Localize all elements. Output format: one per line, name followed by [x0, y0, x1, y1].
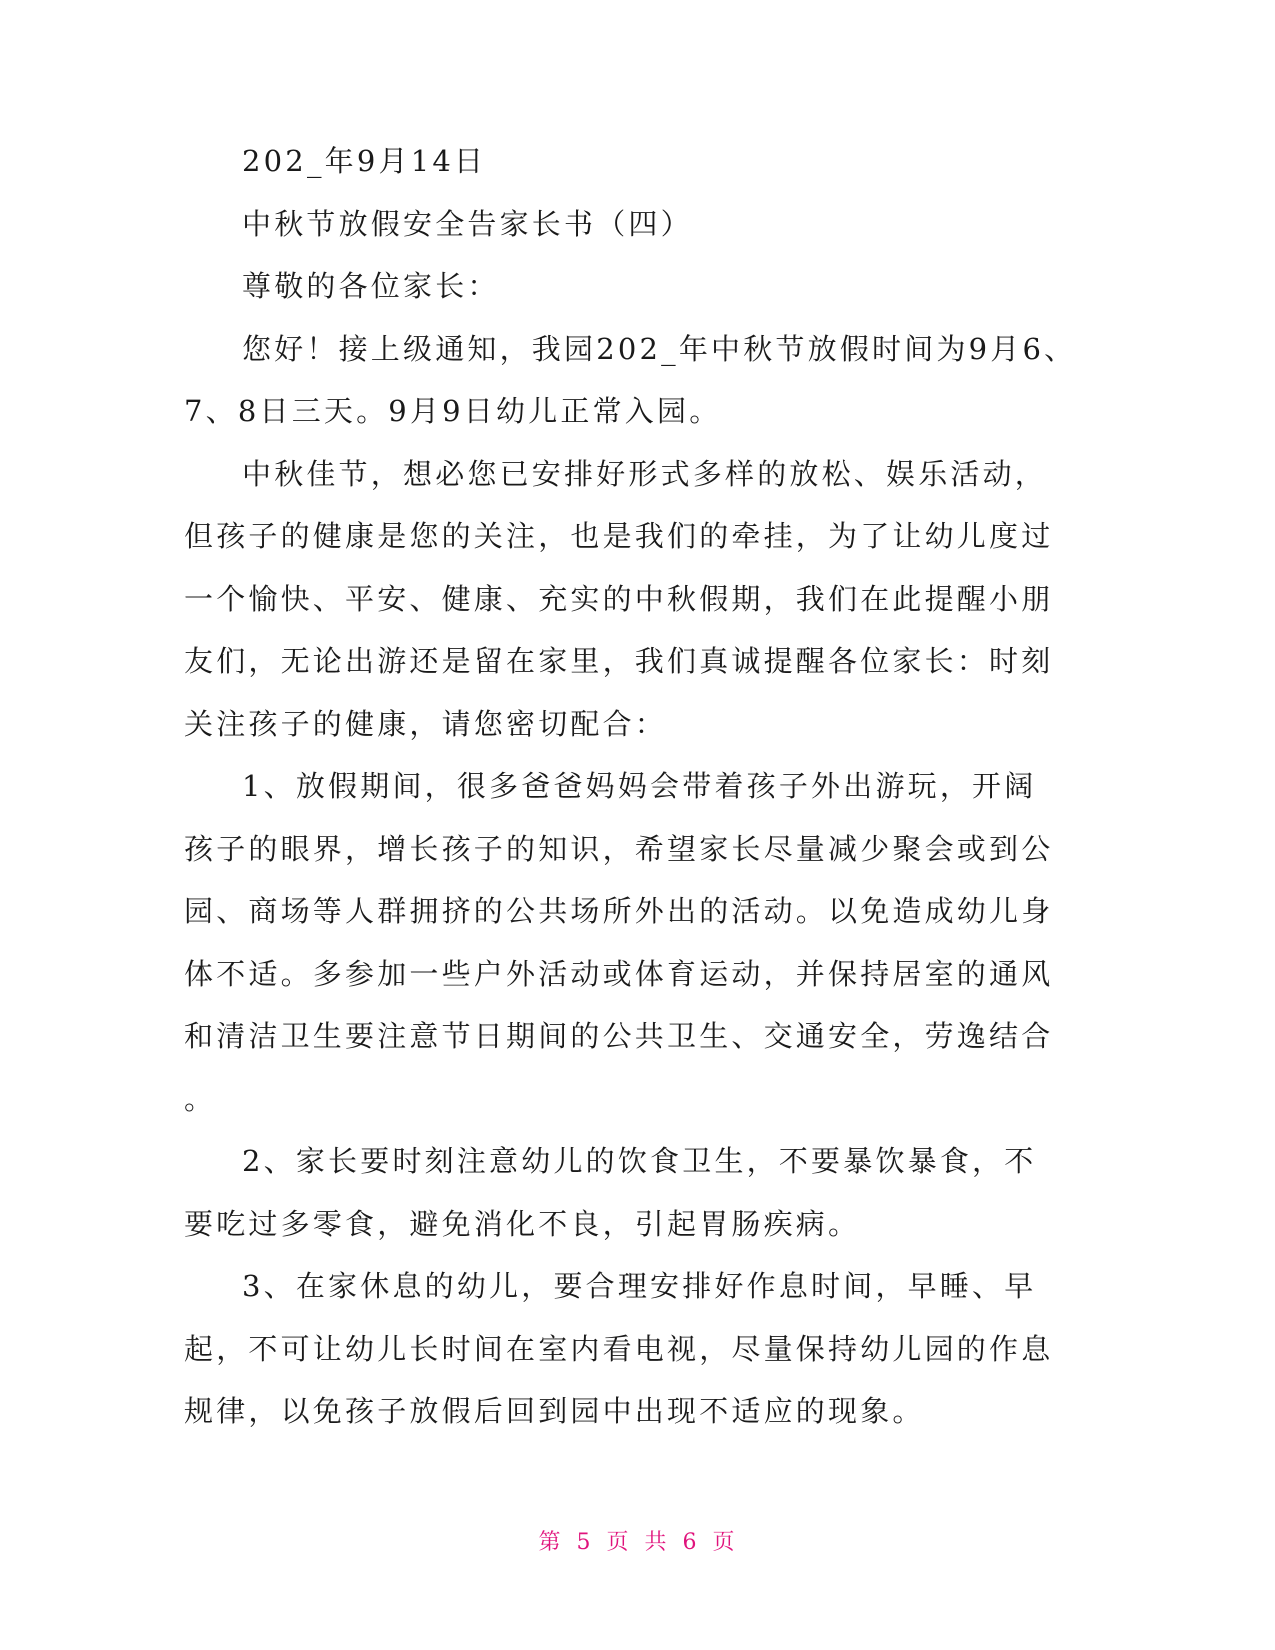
- page-word: 页: [606, 1530, 631, 1555]
- paragraph-5-line-2: 起，不可让幼儿长时间在室内看电视，尽量保持幼儿园的作息: [184, 1331, 1054, 1366]
- paragraph-2-line-5: 关注孩子的健康，请您密切配合：: [184, 706, 668, 741]
- paragraph-3-line-2: 孩子的眼界，增长孩子的知识，希望家长尽量减少聚会或到公: [184, 831, 1054, 866]
- paragraph-3-line-4: 体不适。多参加一些户外活动或体育运动，并保持居室的通风: [184, 956, 1054, 991]
- paragraph-1-line-2: 7、8日三天。9月9日幼儿正常入园。: [184, 394, 722, 428]
- document-body: [184, 130, 1077, 1443]
- paragraph-2-line-1: 中秋佳节，想必您已安排好形式多样的放松、娱乐活动，: [242, 456, 1048, 491]
- total-page-number: 6: [682, 1530, 699, 1555]
- paragraph-5-line-3: 规律，以免孩子放假后回到园中出现不适应的现象。: [184, 1394, 925, 1428]
- paragraph-3-line-1: 1、放假期间，很多爸爸妈妈会带着孩子外出游玩，开阔: [242, 769, 1037, 803]
- paragraph-3-line-6: 。: [184, 1081, 217, 1116]
- paragraph-4-line-2: 要吃过多零食，避免消化不良，引起胃肠疾病。: [184, 1206, 861, 1241]
- total-suffix: 页: [712, 1530, 737, 1555]
- page-footer: [0, 1525, 1275, 1556]
- paragraph-2-line-4: 友们，无论出游还是留在家里，我们真诚提醒各位家长：时刻: [184, 644, 1054, 678]
- paragraph-2-line-2: 但孩子的健康是您的关注，也是我们的牵挂，为了让幼儿度过: [184, 519, 1054, 553]
- total-prefix: 共: [644, 1530, 669, 1555]
- paragraph-2-line-3: 一个愉快、平安、健康、充实的中秋假期，我们在此提醒小朋: [184, 581, 1054, 616]
- current-page-number: 5: [576, 1530, 593, 1555]
- paragraph-3-line-5: 和清洁卫生要注意节日期间的公共卫生、交通安全，劳逸结合: [184, 1019, 1054, 1053]
- date-line: 202_年9月14日: [242, 144, 487, 178]
- page-prefix: 第: [538, 1530, 563, 1555]
- paragraph-5-line-1: 3、在家休息的幼儿，要合理安排好作息时间，早睡、早: [242, 1269, 1037, 1303]
- paragraph-3-line-3: 园、商场等人群拥挤的公共场所外出的活动。以免造成幼儿身: [184, 894, 1054, 928]
- salutation: 尊敬的各位家长：: [242, 269, 500, 303]
- paragraph-1-line-1: 您好！接上级通知，我园202_年中秋节放假时间为9月6、: [242, 331, 1077, 366]
- paragraph-4-line-1: 2、家长要时刻注意幼儿的饮食卫生，不要暴饮暴食，不: [242, 1144, 1037, 1178]
- document-title: 中秋节放假安全告家长书（四）: [242, 206, 693, 241]
